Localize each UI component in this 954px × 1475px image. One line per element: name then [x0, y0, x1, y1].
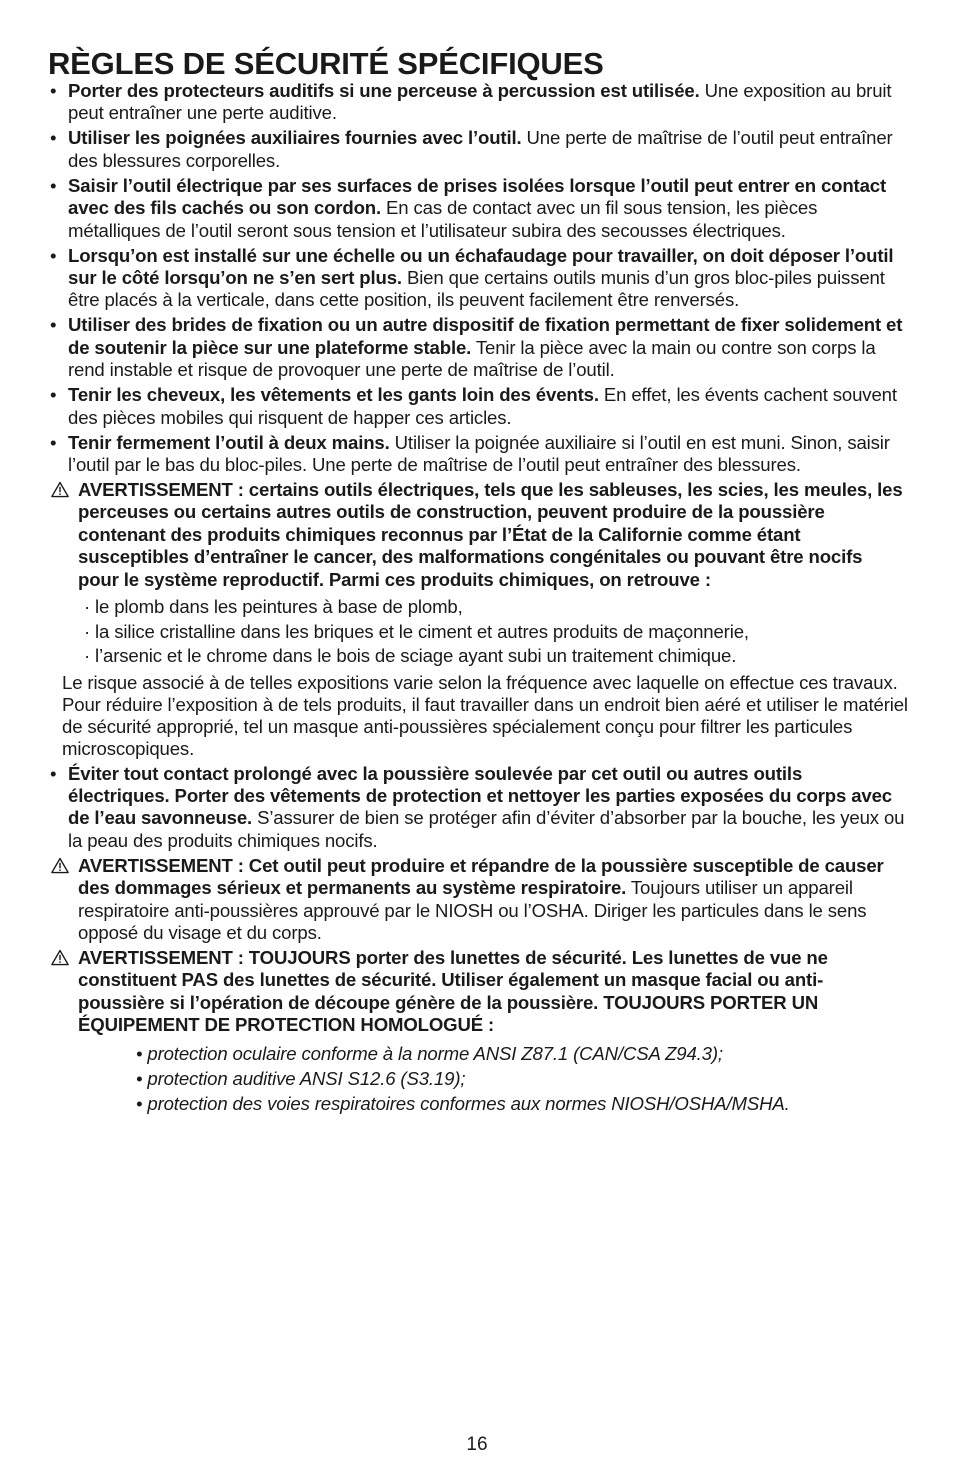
item-heading: Utiliser des brides de fixation ou un autre dispositif de fixation permettant de fixer solidement et de soutenir la pièce sur une plateforme stable.	[68, 314, 903, 358]
item-text: Tenir la pièce avec la main ou contre son corps la rend instable et risque de provoquer une perte de maîtrise de l’outil.	[68, 336, 876, 381]
warning-text: AVERTISSEMENT : TOUJOURS porter des lunettes de sécurité. Les lunettes de vue ne constituent PAS des lunettes de sécurité. Utiliser également un masque facial ou anti-poussière si l’opération de découpe génère de la poussière. TOUJOURS PORTER UN ÉQUIPEMENT DE PROTECTION HOMOLOGUÉ :	[78, 946, 828, 1036]
warning-triangle-icon	[51, 857, 69, 874]
item-heading: Lorsqu’on est installé sur une échelle ou un échafaudage pour travailler, on doit déposer l’outil sur le côté lorsqu’on ne s’en sert plus.	[68, 244, 894, 289]
warning-triangle-icon	[51, 949, 69, 966]
bullet: •	[50, 314, 57, 336]
item-heading: Utiliser les poignées auxiliaires fournies avec l’outil.	[68, 127, 522, 149]
warning-heading: AVERTISSEMENT : Cet outil peut produire et répandre de la poussière susceptible de causer des dommages sérieux et permanents au système respiratoire.	[78, 854, 884, 899]
item-heading: Porter des protecteurs auditifs si une perceuse à percussion est utilisée.	[68, 80, 700, 101]
bullet: •	[50, 80, 57, 101]
item-text: Utiliser la poignée auxiliaire si l’outil en est muni. Sinon, saisir l’outil par le bas du bloc-piles. Une perte de maîtrise de l’outil peut entraîner des blessures.	[68, 431, 890, 476]
item-text: Bien que certains outils munis d’un gros bloc-piles puissent être placés à la verticale, dans cette position, ils peuvent facilement être renversés.	[68, 267, 885, 311]
exposure-paragraph: Le risque associé à de telles expositions varie selon la fréquence avec laquelle on effectue ces travaux. Pour réduire l’exposition à de tels produits, il faut travailler dans un endroit bien aéré et utiliser le matériel de sécurité approprié, tel un masque anti-poussières spécialement conçu pour filtrer les particules microscopiques.	[62, 672, 908, 759]
warning-block-eye-protection	[48, 947, 908, 1037]
bullet: •	[50, 244, 57, 266]
item-heading: Saisir l’outil électrique par ses surfaces de prises isolées lorsque l’outil peut entrer en contact avec des fils cachés ou son cordon.	[68, 174, 887, 219]
page-title: RÈGLES DE SÉCURITÉ SPÉCIFIQUES	[48, 46, 604, 81]
list-item	[48, 763, 908, 853]
list-item: • protection oculaire conforme à la norme ANSI Z87.1 (CAN/CSA Z94.3);	[136, 1042, 723, 1064]
item-heading: Tenir les cheveux, les vêtements et les gants loin des évents.	[68, 384, 599, 406]
list-item	[48, 80, 908, 125]
warning-text: AVERTISSEMENT : certains outils électriques, tels que les sableuses, les scies, les meules, les perceuses ou certains autres outils de construction, peuvent produire de la poussière contenant des produits chimiques reconnus par l’État de la Californie comme étant susceptibles d’entraîner le cancer, des malformations congénitales ou pouvant être nocifs pour le système reproductif. Parmi ces produits chimiques, on retrouve :	[78, 479, 903, 590]
warning-block-respiratory	[48, 855, 908, 945]
bullet: •	[50, 384, 57, 406]
list-item	[48, 175, 908, 242]
list-item	[48, 245, 908, 312]
list-item	[48, 314, 908, 381]
list-item: · le plomb dans les peintures à base de plomb,	[84, 596, 463, 618]
bullet: •	[50, 127, 57, 149]
bullet: •	[50, 762, 57, 784]
bullet: •	[50, 174, 57, 196]
warning-text: Toujours utiliser un appareil respiratoire anti-poussières approuvé par le NIOSH ou l’OSHA. Diriger les particules dans le sens opposé du visage et du corps.	[78, 877, 867, 943]
list-item	[48, 127, 908, 172]
page-number: 16	[466, 1434, 488, 1455]
item-text: Une exposition au bruit peut entraîner une perte auditive.	[68, 80, 892, 124]
ppe-list	[48, 1041, 908, 1117]
list-item	[48, 432, 908, 477]
item-heading: Tenir fermement l’outil à deux mains.	[68, 431, 390, 453]
chemical-list	[48, 595, 908, 668]
item-heading: Éviter tout contact prolongé avec la poussière soulevée par cet outil ou autres outils électriques. Porter des vêtements de protection et nettoyer les parties exposées du corps avec de l’eau savonneuse.	[68, 762, 892, 829]
item-text: En cas de contact avec un fil sous tension, les pièces métalliques de l’outil seront sous tension et l’utilisateur subira des secousses électriques.	[68, 197, 818, 241]
bullet: •	[50, 431, 57, 453]
list-item: • protection des voies respiratoires conformes aux normes NIOSH/OSHA/MSHA.	[136, 1092, 790, 1114]
item-text: Une perte de maîtrise de l’outil peut entraîner des blessures corporelles.	[68, 127, 893, 171]
safety-rules	[48, 80, 908, 1116]
item-text: S’assurer de bien se protéger afin d’éviter d’absorber par la bouche, les yeux ou la peau des produits chimiques nocifs.	[68, 807, 905, 851]
list-item: · la silice cristalline dans les briques et le ciment et autres produits de maçonnerie,	[84, 620, 749, 642]
list-item	[48, 384, 908, 429]
list-item: • protection auditive ANSI S12.6 (S3.19);	[136, 1067, 466, 1089]
warning-triangle-icon	[51, 481, 69, 498]
item-text: En effet, les évents cachent souvent des pièces mobiles qui risquent de happer ces articles.	[68, 384, 897, 428]
warning-block-cancer	[48, 479, 908, 591]
list-item: · l’arsenic et le chrome dans le bois de sciage ayant subi un traitement chimique.	[84, 644, 737, 666]
